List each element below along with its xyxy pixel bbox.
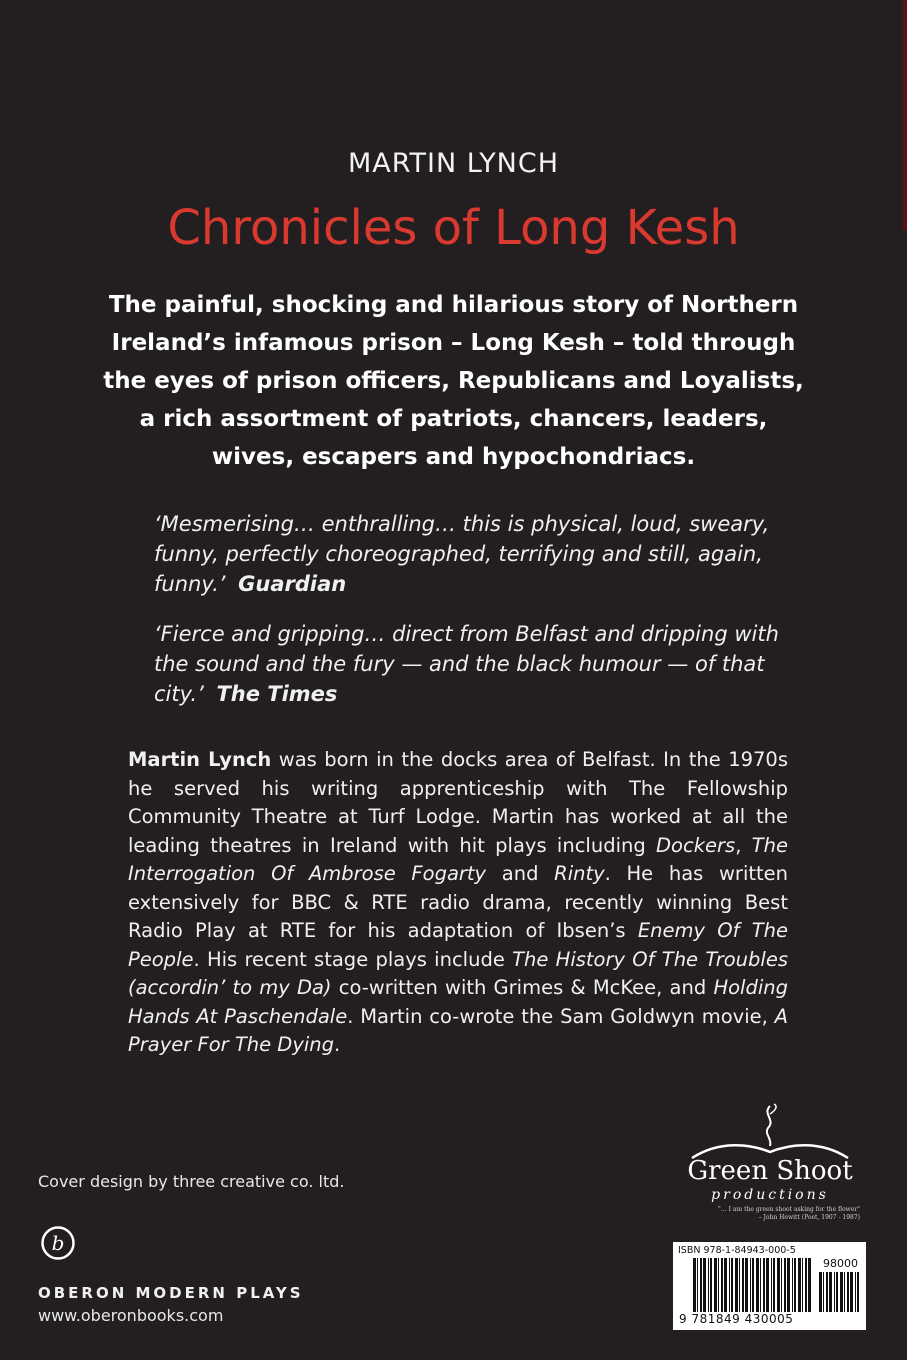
bio-name: Martin Lynch [128, 748, 272, 771]
bio-work: Dockers [656, 833, 736, 857]
review-guardian [154, 509, 794, 599]
barcode-bar [718, 1258, 719, 1312]
edge-stripe [903, 0, 907, 230]
barcode-bar [763, 1258, 765, 1312]
review-quote: ‘Fierce and gripping… direct from Belfast and dripping with the sound and the fury — and the black humour — of that city.’ [154, 622, 779, 706]
barcode-bar [823, 1272, 824, 1312]
barcode-bar [750, 1258, 751, 1312]
bio-text: co-written with Grimes & McKee, and [331, 976, 714, 999]
barcode-bar [756, 1258, 759, 1312]
publisher-url: www.oberonbooks.com [38, 1306, 224, 1325]
barcode-bars-icon [693, 1258, 811, 1312]
barcode-bar [760, 1258, 761, 1312]
oberon-logo-letter: b [51, 1231, 65, 1255]
green-shoot-sprout-icon [690, 1100, 850, 1160]
barcode-bar [798, 1258, 801, 1312]
barcode-bar [729, 1258, 730, 1312]
barcode-bar [844, 1272, 845, 1312]
barcode-bar [784, 1258, 786, 1312]
barcode-bar [794, 1258, 796, 1312]
bio-work: The History Of The Troubles (accordin’ to my Da) [128, 947, 788, 999]
barcode-bar [802, 1258, 803, 1312]
oberon-logo-icon [40, 1225, 76, 1261]
barcode-bar [731, 1258, 733, 1312]
barcode-bar [847, 1272, 849, 1312]
barcode-bar [742, 1258, 744, 1312]
bio-work: Holding Hands At Paschendale [128, 976, 788, 1028]
barcode-bar [697, 1258, 698, 1312]
bio-text: . He has written extensively for BBC & RTE radio drama, recently winning Best Radio Play at RTE for his adaptation of Ibsen’s [128, 862, 789, 942]
review-quote: ‘Mesmerising… enthralling… this is physical, loud, sweary, funny, perfectly choreographed, terrifying and still, again, funny.’ [154, 512, 770, 596]
barcode-bar [777, 1258, 780, 1312]
barcode-bar [700, 1258, 702, 1312]
bio-work: A Prayer For The Dying [128, 1004, 788, 1056]
series-name: OBERON MODERN PLAYS [38, 1284, 304, 1302]
cover-credit: Cover design by three creative co. ltd. [38, 1172, 345, 1191]
barcode-bar [766, 1258, 769, 1312]
barcode-bar [855, 1272, 856, 1312]
barcode-bar [710, 1258, 712, 1312]
review-source: Guardian [238, 572, 347, 596]
barcode-bar [773, 1258, 775, 1312]
barcode-bar [739, 1258, 740, 1312]
barcode-bar [808, 1258, 811, 1312]
book-title: Chronicles of Long Kesh [167, 200, 740, 256]
bio-text: and [486, 862, 555, 885]
author-name: MARTIN LYNCH [347, 148, 560, 179]
green-shoot-quote-attribution: – John Hewitt (Poet, 1907 - 1987) [758, 1214, 860, 1221]
green-shoot-subtitle: productions [711, 1187, 829, 1203]
bio-text: , [735, 833, 752, 857]
barcode-bar [834, 1272, 835, 1312]
bio-work: Rinty [554, 862, 605, 885]
barcode-bar [752, 1258, 754, 1312]
barcode-bar [771, 1258, 772, 1312]
barcode-bar [735, 1258, 738, 1312]
addon-barcode-bars-icon [819, 1272, 865, 1322]
blurb: The painful, shocking and hilarious story of Northern Ireland’s infamous prison – Long Kesh – told through the eyes of prison officers, Republicans and Loyalists, a rich assortment of patriots, chancers, leaders, wives, escapers and hypochondriacs. [103, 292, 804, 470]
green-shoot-name: Green Shoot [687, 1156, 853, 1186]
barcode-bar [724, 1258, 727, 1312]
barcode-bar [829, 1272, 832, 1312]
barcode-bar [693, 1258, 696, 1312]
review-times [154, 619, 794, 709]
bio-text: . His recent stage plays include [193, 947, 513, 971]
bio-text: was born in the docks area of Belfast. In the 1970s he served his writing apprenticeship with The Fellowship Community Theatre at Turf Lodge. Martin has worked at all the leading theatres in Ireland with hit plays including [128, 748, 788, 857]
barcode-digits: 9 781849 430005 [679, 1312, 794, 1326]
bio-text: . [334, 1033, 341, 1056]
barcode-bar [836, 1272, 838, 1312]
barcode-bar [857, 1272, 859, 1312]
barcode-bar [703, 1258, 706, 1312]
bio-work: The Interrogation Of Ambrose Fogarty [128, 833, 788, 885]
barcode-bar [745, 1258, 748, 1312]
barcode-bar [805, 1258, 807, 1312]
barcode-bar [826, 1272, 828, 1312]
bio-work: Enemy Of The People [128, 919, 789, 971]
barcode-bar [708, 1258, 709, 1312]
green-shoot-quote [700, 1206, 860, 1222]
barcode-bar [787, 1258, 790, 1312]
green-shoot-quote-line: "… I am the green shoot asking for the flower" [717, 1206, 860, 1213]
barcode-bar [721, 1258, 723, 1312]
barcode-bar [840, 1272, 843, 1312]
barcode-bar [714, 1258, 717, 1312]
price-code: 98000 [823, 1257, 858, 1270]
bio-text: . Martin co-wrote the Sam Goldwyn movie, [347, 1004, 775, 1028]
review-source: The Times [216, 682, 338, 706]
isbn-text: ISBN 978-1-84943-000-5 [678, 1245, 796, 1256]
barcode-bar [819, 1272, 822, 1312]
barcode-bar [781, 1258, 782, 1312]
barcode-bar [792, 1258, 793, 1312]
author-bio [128, 746, 788, 1060]
barcode [673, 1242, 866, 1330]
barcode-bar [850, 1272, 853, 1312]
